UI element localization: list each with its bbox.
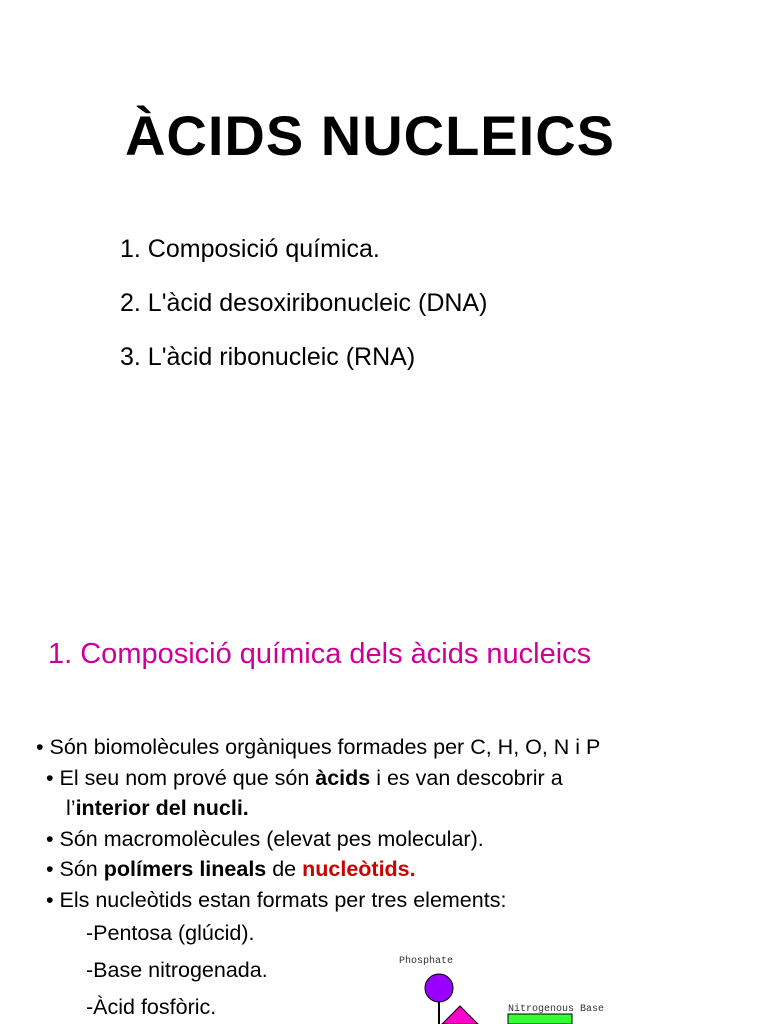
bullet-highlight: nucleòtids. (302, 857, 416, 881)
bullet-emphasis: polímers lineals (103, 857, 267, 881)
contents-item-2: 2. L'àcid desoxiribonucleic (DNA) (120, 289, 488, 317)
sub-item-base: -Base nitrogenada. (86, 958, 268, 982)
bullet-macromolecules: • Són macromolècules (elevat pes molecular). (46, 826, 484, 851)
bullet-name-origin-cont (36, 793, 600, 824)
section-title: 1. Composició química dels àcids nucleics (48, 638, 592, 670)
nucleotide-diagram (390, 952, 605, 1024)
pentose-shape (442, 1006, 478, 1024)
bullet-emphasis: interior del nucli. (75, 796, 249, 820)
bullet-elements: • Són biomolècules orgàniques formades per C, H, O, N i P (36, 735, 601, 759)
base-rectangle (508, 1014, 572, 1024)
bullet-text: • Són (46, 857, 104, 881)
sub-item-phosphoric-acid: -Àcid fosfòric. (86, 995, 217, 1019)
contents-item-1: 1. Composició química. (120, 235, 380, 263)
contents-list (120, 236, 487, 398)
bullet-nucleotide-parts: • Els nucleòtids estan formats per tres elements: (46, 887, 507, 912)
bullet-text: de (266, 857, 303, 881)
phosphate-circle (425, 974, 453, 1002)
bullet-name-origin (36, 763, 600, 794)
bullet-text: i es van descobrir a (370, 765, 563, 790)
nitrogenous-base-label: Nitrogenous Base (508, 1004, 605, 1015)
bullet-emphasis: àcids (315, 765, 371, 790)
phosphate-label: Phosphate (399, 956, 454, 967)
slide-chemical-composition (0, 512, 768, 1024)
bullet-text: l’ (66, 796, 76, 820)
bullet-polymers (36, 854, 600, 885)
main-title: ÀCIDS NUCLEICS (124, 104, 616, 167)
sub-item-pentose: -Pentosa (glúcid). (86, 921, 255, 945)
contents-item-3: 3. L'àcid ribonucleic (RNA) (120, 343, 416, 371)
bullet-text: • El seu nom prové que són (46, 765, 316, 790)
